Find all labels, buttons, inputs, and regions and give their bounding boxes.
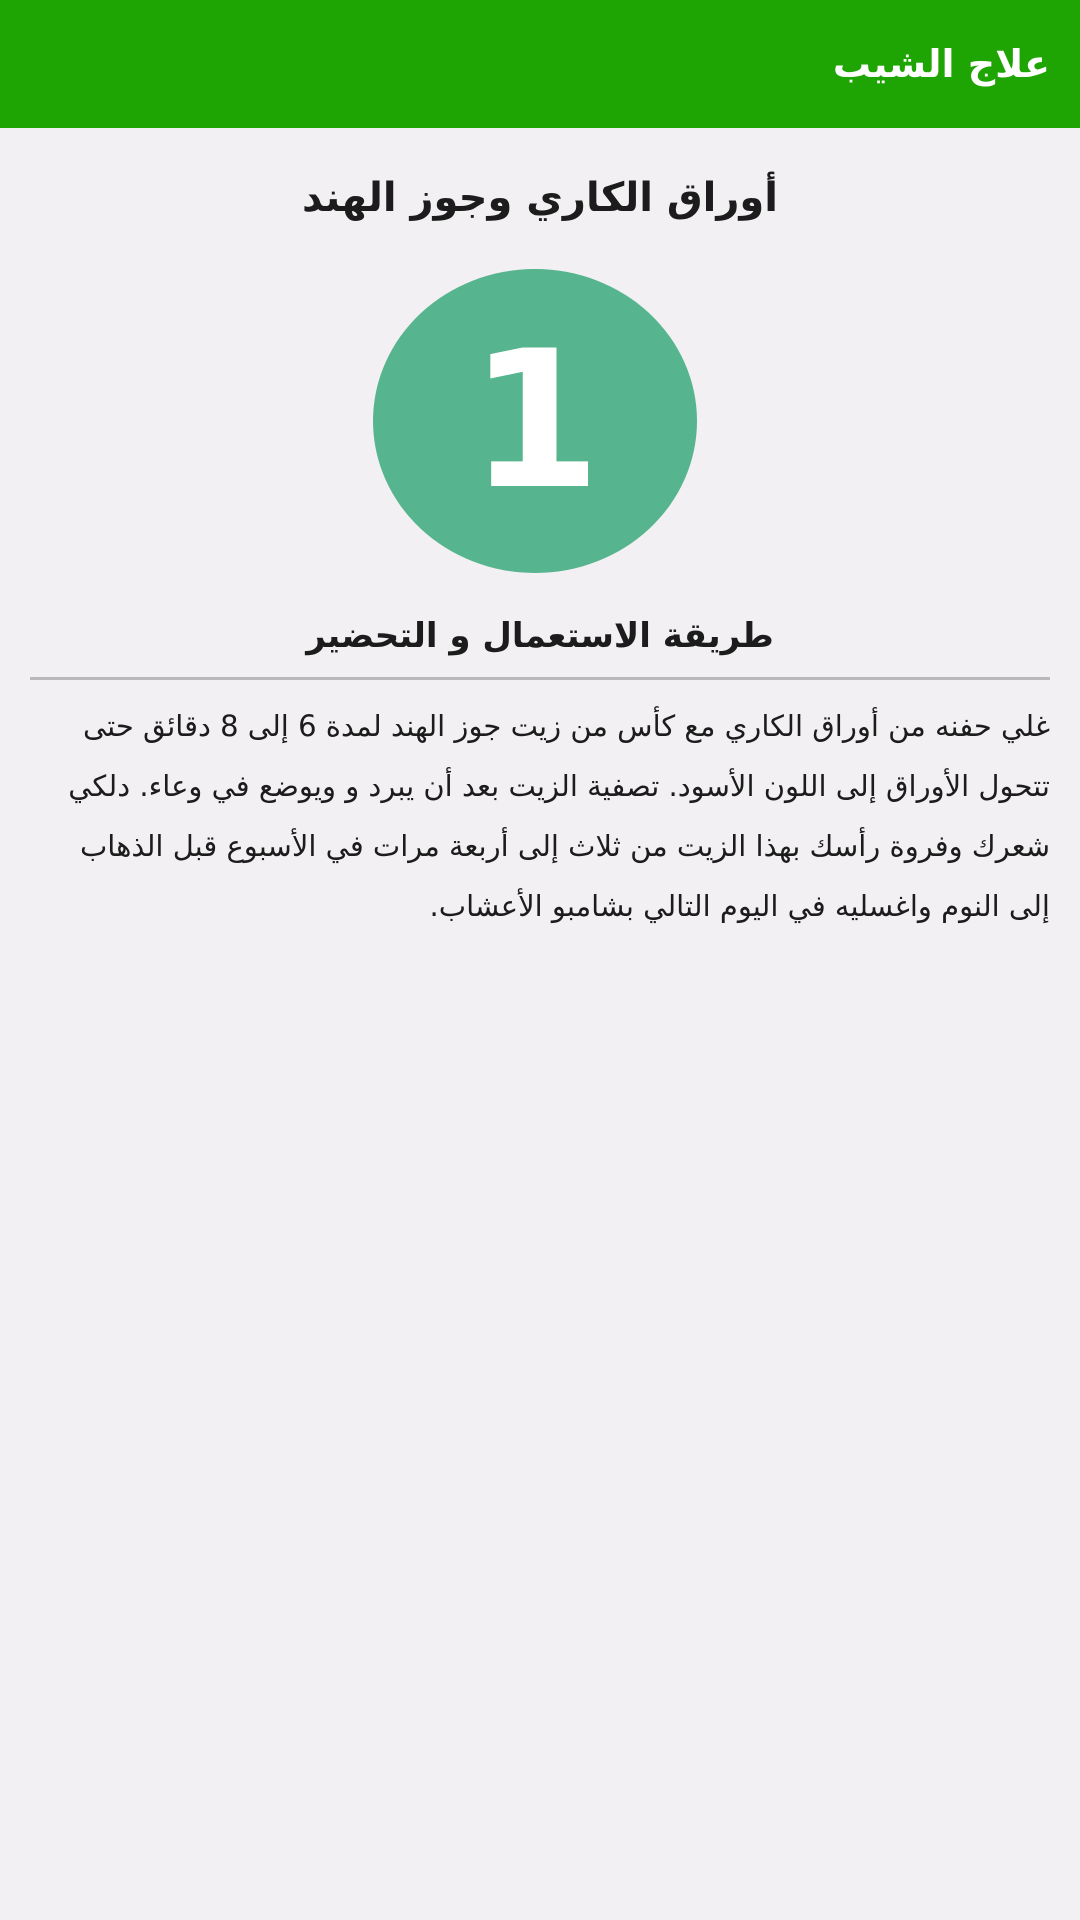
app-bar [0, 0, 1080, 128]
recipe-description: غلي حفنه من أوراق الكاري مع كأس من زيت جوز الهند لمدة 6 إلى 8 دقائق حتى تتحول الأوراق إلى اللون الأسود. تصفية الزيت بعد أن يبرد و ويوضع في وعاء. دلكي شعرك وفروة رأسك بهذا الزيت من ثلاث إلى أربعة مرات في الأسبوع قبل الذهاب إلى النوم واغسليه في اليوم التالي بشامبو الأعشاب. [68, 709, 1050, 923]
recipe-title: أوراق الكاري وجوز الهند [302, 175, 778, 221]
step-number: 1 [468, 310, 602, 531]
step-number-badge [373, 269, 697, 573]
app-title: علاج الشيب [832, 42, 1050, 86]
section-divider [30, 677, 1050, 680]
section-heading: طريقة الاستعمال و التحضير [306, 616, 774, 656]
recipe-content[interactable] [0, 128, 1080, 1920]
